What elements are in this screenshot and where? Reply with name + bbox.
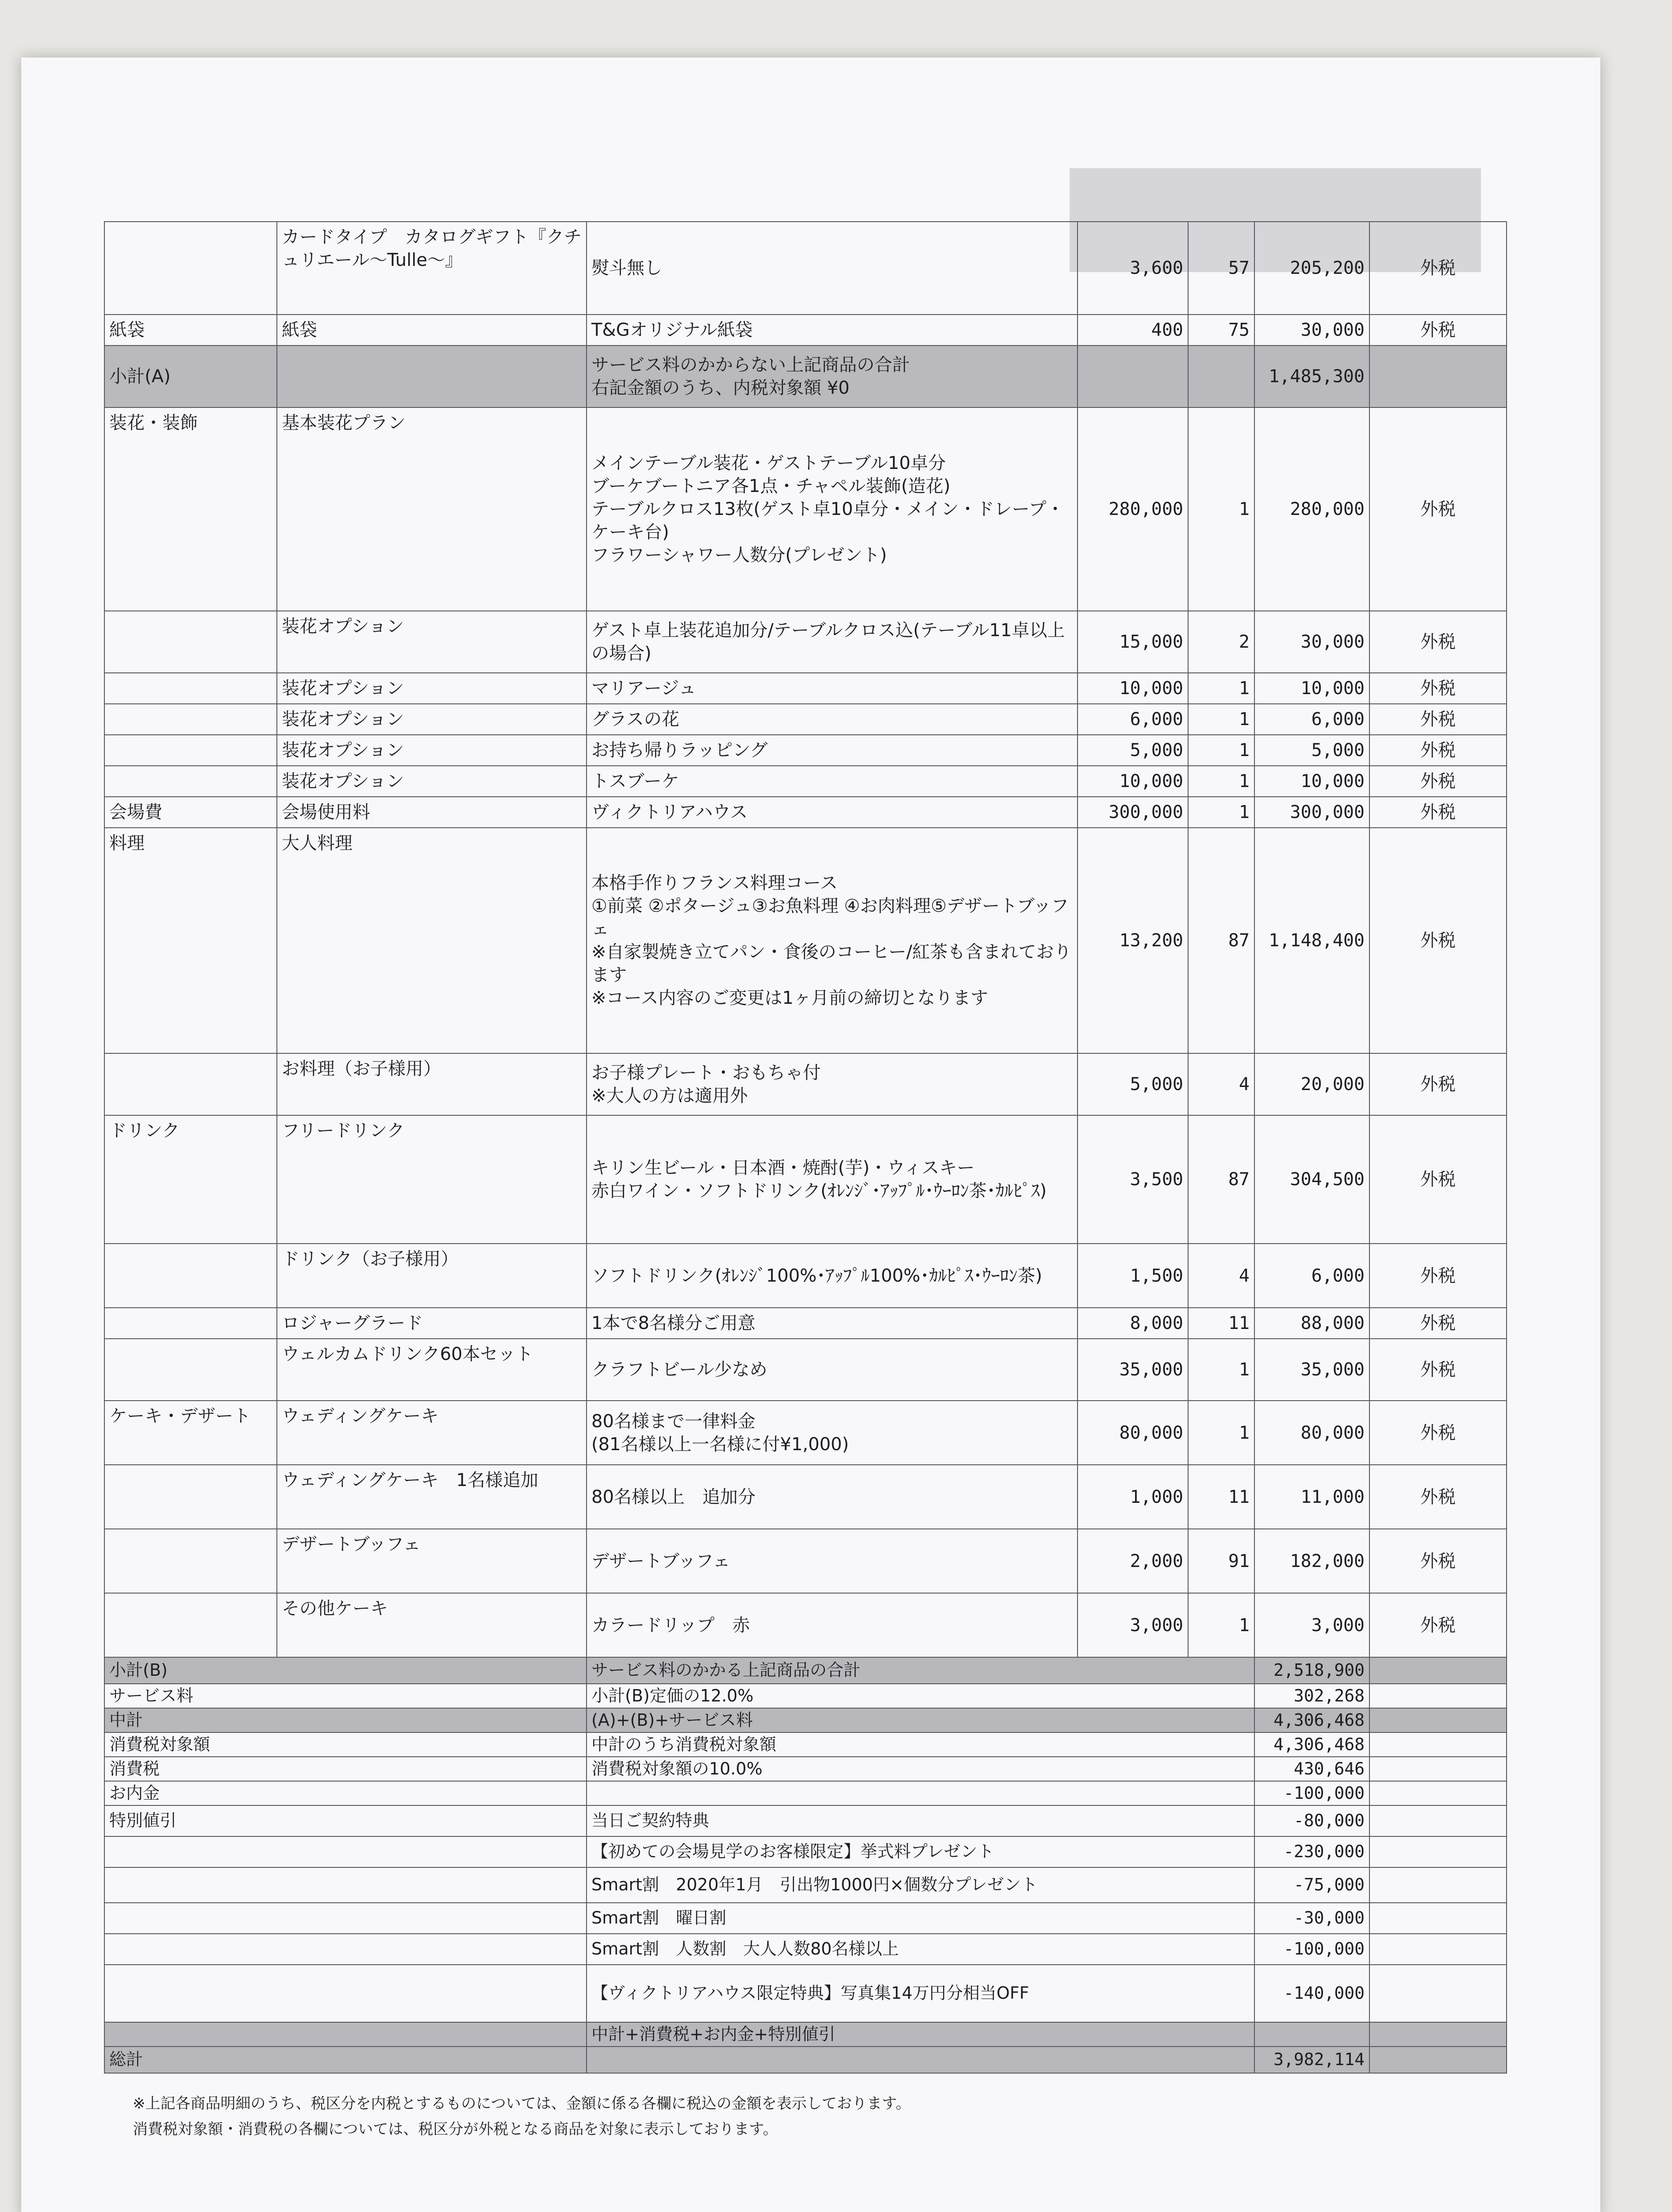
item-name-cell: フリードリンク [277,1115,587,1244]
quantity-cell: 4 [1188,1053,1254,1115]
amount-cell: 3,000 [1254,1593,1369,1657]
summary-row [104,1836,1507,1867]
item-row [104,1339,1507,1401]
unit-price-cell: 3,600 [1078,222,1188,315]
category-cell [104,222,277,315]
tax-type-cell: 外税 [1369,1339,1507,1401]
summary-blank [1369,1867,1507,1903]
item-name-cell: 装花オプション [277,704,587,735]
summary-amount: -100,000 [1254,1781,1369,1805]
item-row [104,1529,1507,1593]
detail-cell: お持ち帰りラッピング [587,735,1078,766]
summary-row [104,2022,1507,2047]
item-row [104,704,1507,735]
summary-amount: -100,000 [1254,1934,1369,1965]
quantity-cell: 2 [1188,611,1254,673]
category-cell [104,766,277,797]
summary-blank [1369,1934,1507,1965]
summary-label [104,1836,587,1867]
amount-cell: 35,000 [1254,1339,1369,1401]
summary-label [104,1903,587,1934]
summary-label: お内金 [104,1781,587,1805]
quantity-cell: 87 [1188,1115,1254,1244]
unit-price-cell: 400 [1078,315,1188,346]
quantity-cell: 75 [1188,315,1254,346]
summary-row [104,1867,1507,1903]
item-name-cell: 装花オプション [277,735,587,766]
tax-type-cell: 外税 [1369,1465,1507,1529]
summary-detail: Smart割 2020年1月 引出物1000円×個数分プレゼント [587,1867,1254,1903]
summary-detail: 【ヴィクトリアハウス限定特典】写真集14万円分相当OFF [587,1965,1254,2022]
tax-type-cell: 外税 [1369,611,1507,673]
tax-type-cell: 外税 [1369,407,1507,611]
summary-amount: -80,000 [1254,1805,1369,1836]
item-name-cell: 装花オプション [277,673,587,704]
item-name-cell: カードタイプ カタログギフト『クチュリエール～Tulle～』 [277,222,587,315]
detail-cell: ヴィクトリアハウス [587,797,1078,828]
summary-label [104,1934,587,1965]
summary-amount: 302,268 [1254,1684,1369,1708]
unit-price-cell: 3,000 [1078,1593,1188,1657]
footnote-2: 消費税対象額・消費税の各欄については、税区分が外税となる商品を対象に表示しております。 [133,2120,778,2138]
summary-row [104,1732,1507,1757]
item-row [104,611,1507,673]
item-row [104,1401,1507,1465]
summary-blank [1369,1732,1507,1757]
quantity-cell: 1 [1188,1339,1254,1401]
summary-amount: -75,000 [1254,1867,1369,1903]
item-row [104,1115,1507,1244]
summary-amount: 430,646 [1254,1757,1369,1781]
tax-type-cell: 外税 [1369,797,1507,828]
summary-label [104,1965,587,2022]
quantity-cell: 1 [1188,673,1254,704]
summary-detail: 中計+消費税+お内金+特別値引 [587,2022,1254,2047]
tax-type-cell: 外税 [1369,1244,1507,1308]
summary-label: サービス料 [104,1684,587,1708]
detail-cell: マリアージュ [587,673,1078,704]
detail-cell: グラスの花 [587,704,1078,735]
category-cell [104,735,277,766]
amount-cell: 182,000 [1254,1529,1369,1593]
tax-type-cell: 外税 [1369,735,1507,766]
category-cell [104,1339,277,1401]
unit-price-cell: 8,000 [1078,1308,1188,1339]
quantity-cell [1188,346,1254,407]
category-cell: 料理 [104,828,277,1053]
tax-type-cell [1369,346,1507,407]
summary-label: 特別値引 [104,1805,587,1836]
tax-type-cell: 外税 [1369,1308,1507,1339]
item-name-cell: その他ケーキ [277,1593,587,1657]
detail-cell: 熨斗無し [587,222,1078,315]
unit-price-cell: 10,000 [1078,766,1188,797]
unit-price-cell: 6,000 [1078,704,1188,735]
summary-amount: -30,000 [1254,1903,1369,1934]
summary-label: 中計 [104,1708,587,1732]
item-row [104,407,1507,611]
amount-cell: 20,000 [1254,1053,1369,1115]
summary-blank [1369,1805,1507,1836]
summary-detail: 【初めての会場見学のお客様限定】挙式料プレゼント [587,1836,1254,1867]
category-cell: 装花・装飾 [104,407,277,611]
summary-blank [1369,1708,1507,1732]
item-name-cell: 装花オプション [277,611,587,673]
quantity-cell: 1 [1188,797,1254,828]
quantity-cell: 1 [1188,1593,1254,1657]
item-row [104,797,1507,828]
detail-cell: メインテーブル装花・ゲストテーブル10卓分 ブーケブートニア各1点・チャペル装飾(造花) テーブルクロス13枚(ゲスト卓10卓分・メイン・ドレープ・ケーキ台) フラワーシャワー人数分(プレゼント) [587,407,1078,611]
item-row [104,673,1507,704]
quantity-cell: 91 [1188,1529,1254,1593]
summary-detail: Smart割 曜日割 [587,1903,1254,1934]
category-cell: ケーキ・デザート [104,1401,277,1465]
amount-cell: 6,000 [1254,1244,1369,1308]
unit-price-cell: 1,500 [1078,1244,1188,1308]
detail-cell: 80名様まで一律料金 (81名様以上一名様に付¥1,000) [587,1401,1078,1465]
item-name-cell: ウェディングケーキ [277,1401,587,1465]
unit-price-cell: 10,000 [1078,673,1188,704]
amount-cell: 280,000 [1254,407,1369,611]
amount-cell: 10,000 [1254,673,1369,704]
item-name-cell: お料理（お子様用） [277,1053,587,1115]
item-row [104,735,1507,766]
amount-cell: 6,000 [1254,704,1369,735]
item-row [104,766,1507,797]
item-name-cell [277,346,587,407]
tax-type-cell: 外税 [1369,1401,1507,1465]
quantity-cell: 1 [1188,735,1254,766]
summary-amount: 4,306,468 [1254,1732,1369,1757]
summary-row [104,1965,1507,2022]
detail-cell: デザートブッフェ [587,1529,1078,1593]
item-name-cell: 大人料理 [277,828,587,1053]
category-cell: 小計(A) [104,346,277,407]
summary-blank [1369,1965,1507,2022]
item-row [104,1465,1507,1529]
footnote-1: ※上記各商品明細のうち、税区分を内税とするものについては、金額に係る各欄に税込の金額を表示しております。 [133,2095,911,2112]
summary-label: 消費税対象額 [104,1732,587,1757]
summary-detail: 当日ご契約特典 [587,1805,1254,1836]
summary-detail: (A)+(B)+サービス料 [587,1708,1254,1732]
unit-price-cell: 300,000 [1078,797,1188,828]
category-cell [104,1593,277,1657]
unit-price-cell: 3,500 [1078,1115,1188,1244]
tax-type-cell: 外税 [1369,222,1507,315]
summary-detail [587,2047,1254,2073]
quantity-cell: 11 [1188,1465,1254,1529]
summary-row [104,1934,1507,1965]
detail-cell: T&Gオリジナル紙袋 [587,315,1078,346]
quantity-cell: 1 [1188,1401,1254,1465]
category-cell: ドリンク [104,1115,277,1244]
quantity-cell: 57 [1188,222,1254,315]
summary-amount: 3,982,114 [1254,2047,1369,2073]
summary-blank [1369,1781,1507,1805]
summary-label: 小計(B) [104,1657,587,1684]
unit-price-cell: 13,200 [1078,828,1188,1053]
amount-cell: 304,500 [1254,1115,1369,1244]
amount-cell: 1,485,300 [1254,346,1369,407]
amount-cell: 10,000 [1254,766,1369,797]
summary-row [104,1757,1507,1781]
amount-cell: 11,000 [1254,1465,1369,1529]
item-row [104,1593,1507,1657]
category-cell: 紙袋 [104,315,277,346]
category-cell [104,1244,277,1308]
summary-blank [1369,1903,1507,1934]
item-name-cell: 基本装花プラン [277,407,587,611]
detail-cell: ソフトドリンク(ｵﾚﾝｼﾞ100%･ｱｯﾌﾟﾙ100%･ｶﾙﾋﾟｽ･ｳｰﾛﾝ茶) [587,1244,1078,1308]
summary-detail: 消費税対象額の10.0% [587,1757,1254,1781]
summary-label: 消費税 [104,1757,587,1781]
summary-blank [1369,1757,1507,1781]
item-row [104,346,1507,407]
summary-blank [1369,1684,1507,1708]
amount-cell: 88,000 [1254,1308,1369,1339]
tax-type-cell: 外税 [1369,1593,1507,1657]
amount-cell: 5,000 [1254,735,1369,766]
item-name-cell: 紙袋 [277,315,587,346]
summary-blank [1369,2022,1507,2047]
tax-type-cell: 外税 [1369,704,1507,735]
item-name-cell: ロジャーグラード [277,1308,587,1339]
summary-row [104,1684,1507,1708]
amount-cell: 80,000 [1254,1401,1369,1465]
detail-cell: 本格手作りフランス料理コース ①前菜 ②ポタージュ③お魚料理 ④お肉料理⑤デザートブッフェ ※自家製焼き立てパン・食後のコーヒー/紅茶も含まれております ※コース内容のご変更は1ヶ月前の締切となります [587,828,1078,1053]
summary-label: 総計 [104,2047,587,2073]
item-row [104,222,1507,315]
summary-detail: 小計(B)定価の12.0% [587,1684,1254,1708]
unit-price-cell: 1,000 [1078,1465,1188,1529]
detail-cell: サービス料のかからない上記商品の合計 右記金額のうち、内税対象額 ¥0 [587,346,1078,407]
unit-price-cell: 80,000 [1078,1401,1188,1465]
summary-detail [587,1781,1254,1805]
summary-blank [1369,1657,1507,1684]
category-cell [104,1465,277,1529]
category-cell [104,1529,277,1593]
unit-price-cell: 5,000 [1078,1053,1188,1115]
summary-amount: -140,000 [1254,1965,1369,2022]
tax-type-cell: 外税 [1369,1529,1507,1593]
item-name-cell: 装花オプション [277,766,587,797]
item-name-cell: ウェルカムドリンク60本セット [277,1339,587,1401]
detail-cell: クラフトビール少なめ [587,1339,1078,1401]
quantity-cell: 11 [1188,1308,1254,1339]
quantity-cell: 4 [1188,1244,1254,1308]
unit-price-cell: 5,000 [1078,735,1188,766]
unit-price-cell: 35,000 [1078,1339,1188,1401]
summary-amount: -230,000 [1254,1836,1369,1867]
detail-cell: お子様プレート・おもちゃ付 ※大人の方は適用外 [587,1053,1078,1115]
category-cell [104,673,277,704]
amount-cell: 30,000 [1254,611,1369,673]
summary-row [104,1903,1507,1934]
summary-row [104,2047,1507,2073]
summary-amount [1254,2022,1369,2047]
summary-row [104,1657,1507,1684]
item-row [104,828,1507,1053]
summary-row [104,1708,1507,1732]
detail-cell: ゲスト卓上装花追加分/テーブルクロス込(テーブル11卓以上の場合) [587,611,1078,673]
amount-cell: 205,200 [1254,222,1369,315]
quantity-cell: 1 [1188,704,1254,735]
amount-cell: 30,000 [1254,315,1369,346]
quantity-cell: 1 [1188,407,1254,611]
quantity-cell: 1 [1188,766,1254,797]
quantity-cell: 87 [1188,828,1254,1053]
unit-price-cell: 15,000 [1078,611,1188,673]
summary-row [104,1805,1507,1836]
tax-type-cell: 外税 [1369,766,1507,797]
unit-price-cell [1078,346,1188,407]
amount-cell: 1,148,400 [1254,828,1369,1053]
detail-cell: トスブーケ [587,766,1078,797]
summary-detail: 中計のうち消費税対象額 [587,1732,1254,1757]
category-cell [104,1053,277,1115]
summary-detail: サービス料のかかる上記商品の合計 [587,1657,1254,1684]
category-cell [104,1308,277,1339]
item-row [104,1244,1507,1308]
tax-type-cell: 外税 [1369,828,1507,1053]
summary-row [104,1781,1507,1805]
item-row [104,1053,1507,1115]
detail-cell: キリン生ビール・日本酒・焼酎(芋)・ウィスキー 赤白ワイン・ソフトドリンク(ｵﾚﾝｼﾞ･ｱｯﾌﾟﾙ･ｳｰﾛﾝ茶･ｶﾙﾋﾟｽ) [587,1115,1078,1244]
item-name-cell: デザートブッフェ [277,1529,587,1593]
category-cell: 会場費 [104,797,277,828]
item-row [104,315,1507,346]
unit-price-cell: 280,000 [1078,407,1188,611]
item-name-cell: ウェディングケーキ 1名様追加 [277,1465,587,1529]
tax-type-cell: 外税 [1369,1053,1507,1115]
item-name-cell: 会場使用料 [277,797,587,828]
item-row [104,1308,1507,1339]
summary-amount: 2,518,900 [1254,1657,1369,1684]
item-name-cell: ドリンク（お子様用） [277,1244,587,1308]
estimate-table [104,221,1507,2074]
summary-label [104,2022,587,2047]
amount-cell: 300,000 [1254,797,1369,828]
tax-type-cell: 外税 [1369,673,1507,704]
summary-blank [1369,1836,1507,1867]
category-cell [104,611,277,673]
tax-type-cell: 外税 [1369,1115,1507,1244]
detail-cell: カラードリップ 赤 [587,1593,1078,1657]
summary-detail: Smart割 人数割 大人人数80名様以上 [587,1934,1254,1965]
category-cell [104,704,277,735]
unit-price-cell: 2,000 [1078,1529,1188,1593]
detail-cell: 1本で8名様分ご用意 [587,1308,1078,1339]
summary-amount: 4,306,468 [1254,1708,1369,1732]
detail-cell: 80名様以上 追加分 [587,1465,1078,1529]
tax-type-cell: 外税 [1369,315,1507,346]
summary-blank [1369,2047,1507,2073]
summary-label [104,1867,587,1903]
